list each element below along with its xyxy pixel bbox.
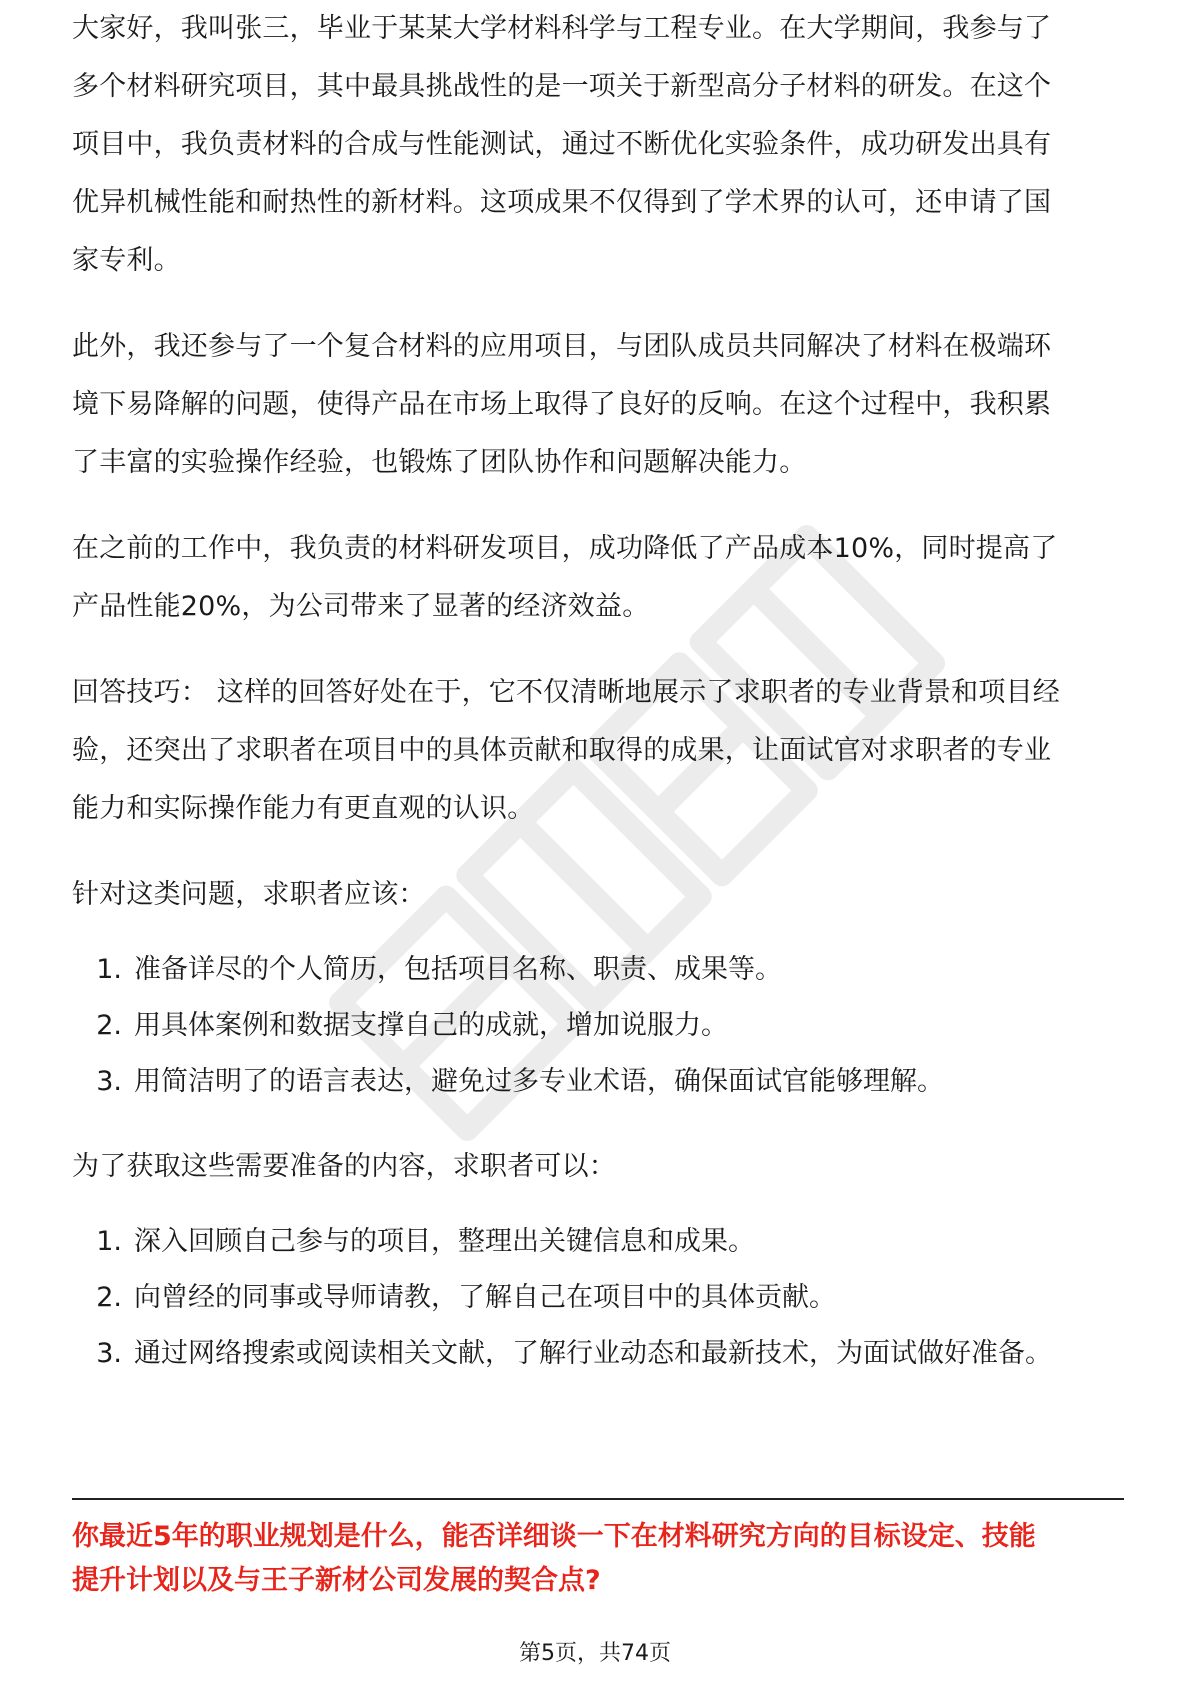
paragraph-intro	[72, 58, 1122, 290]
paragraph-composite-project	[72, 318, 1122, 492]
paragraph-previous-work	[72, 520, 1122, 636]
list-text: 深入回顾自己参与的项目，整理出关键信息和成果。	[134, 1226, 755, 1257]
list-text: 用简洁明了的语言表达，避免过多专业术语，确保面试官能够理解。	[134, 1066, 944, 1097]
list-item	[72, 1270, 1122, 1326]
interview-question	[72, 1515, 1124, 1603]
section-divider	[72, 1498, 1124, 1500]
paragraph-prepare: 为了获取这些需要准备的内容，求职者可以：	[72, 1151, 616, 1182]
list-number: 2.	[96, 1010, 122, 1041]
text-line: 回答技巧： 这样的回答好处在于，它不仅清晰地展示了求职者的专业背景和项目经	[72, 677, 1060, 708]
list-item	[72, 1326, 1122, 1382]
advice-list	[72, 942, 1122, 1110]
list-number: 1.	[96, 954, 122, 985]
list-number: 3.	[96, 1338, 122, 1369]
text-line: 家专利。	[72, 245, 181, 276]
question-line: 你最近5年的职业规划是什么，能否详细谈一下在材料研究方向的目标设定、技能	[72, 1521, 1036, 1552]
list-text: 通过网络搜索或阅读相关文献，了解行业动态和最新技术，为面试做好准备。	[134, 1338, 1052, 1369]
list-number: 1.	[96, 1226, 122, 1257]
preparation-list	[72, 1214, 1122, 1382]
paragraph-answer-tips	[72, 664, 1122, 838]
list-number: 3.	[96, 1066, 122, 1097]
text-line: 能力和实际操作能力有更直观的认识。	[72, 793, 535, 824]
list-item	[72, 1054, 1122, 1110]
paragraph-intro-top: 大家好，我叫张三，毕业于某某大学材料科学与工程专业。在大学期间，我参与了	[72, 13, 1052, 44]
text-line: 此外，我还参与了一个复合材料的应用项目，与团队成员共同解决了材料在极端环	[72, 331, 1052, 362]
list-text: 准备详尽的个人简历，包括项目名称、职责、成果等。	[134, 954, 782, 985]
text-line: 项目中，我负责材料的合成与性能测试，通过不断优化实验条件，成功研发出具有	[72, 129, 1052, 160]
question-line: 提升计划以及与王子新材公司发展的契合点?	[72, 1565, 601, 1596]
text-line: 境下易降解的问题，使得产品在市场上取得了良好的反响。在这个过程中，我积累	[72, 389, 1052, 420]
page-number: 第5页，共74页	[519, 1641, 671, 1666]
list-text: 用具体案例和数据支撑自己的成就，增加说服力。	[134, 1010, 728, 1041]
text-line: 在之前的工作中，我负责的材料研发项目，成功降低了产品成本10%，同时提高了	[72, 533, 1058, 564]
text-line: 多个材料研究项目，其中最具挑战性的是一项关于新型高分子材料的研发。在这个	[72, 71, 1052, 102]
text-line: 了丰富的实验操作经验，也锻炼了团队协作和问题解决能力。	[72, 447, 807, 478]
list-item	[72, 942, 1122, 998]
list-item	[72, 1214, 1122, 1270]
paragraph-should: 针对这类问题，求职者应该：	[72, 879, 426, 910]
list-item	[72, 998, 1122, 1054]
list-number: 2.	[96, 1282, 122, 1313]
list-text: 向曾经的同事或导师请教，了解自己在项目中的具体贡献。	[134, 1282, 836, 1313]
page-content	[72, 13, 1122, 1382]
text-line: 优异机械性能和耐热性的新材料。这项成果不仅得到了学术界的认可，还申请了国	[72, 187, 1052, 218]
text-line: 验，还突出了求职者在项目中的具体贡献和取得的成果，让面试官对求职者的专业	[72, 735, 1052, 766]
text-line: 产品性能20%，为公司带来了显著的经济效益。	[72, 591, 650, 622]
